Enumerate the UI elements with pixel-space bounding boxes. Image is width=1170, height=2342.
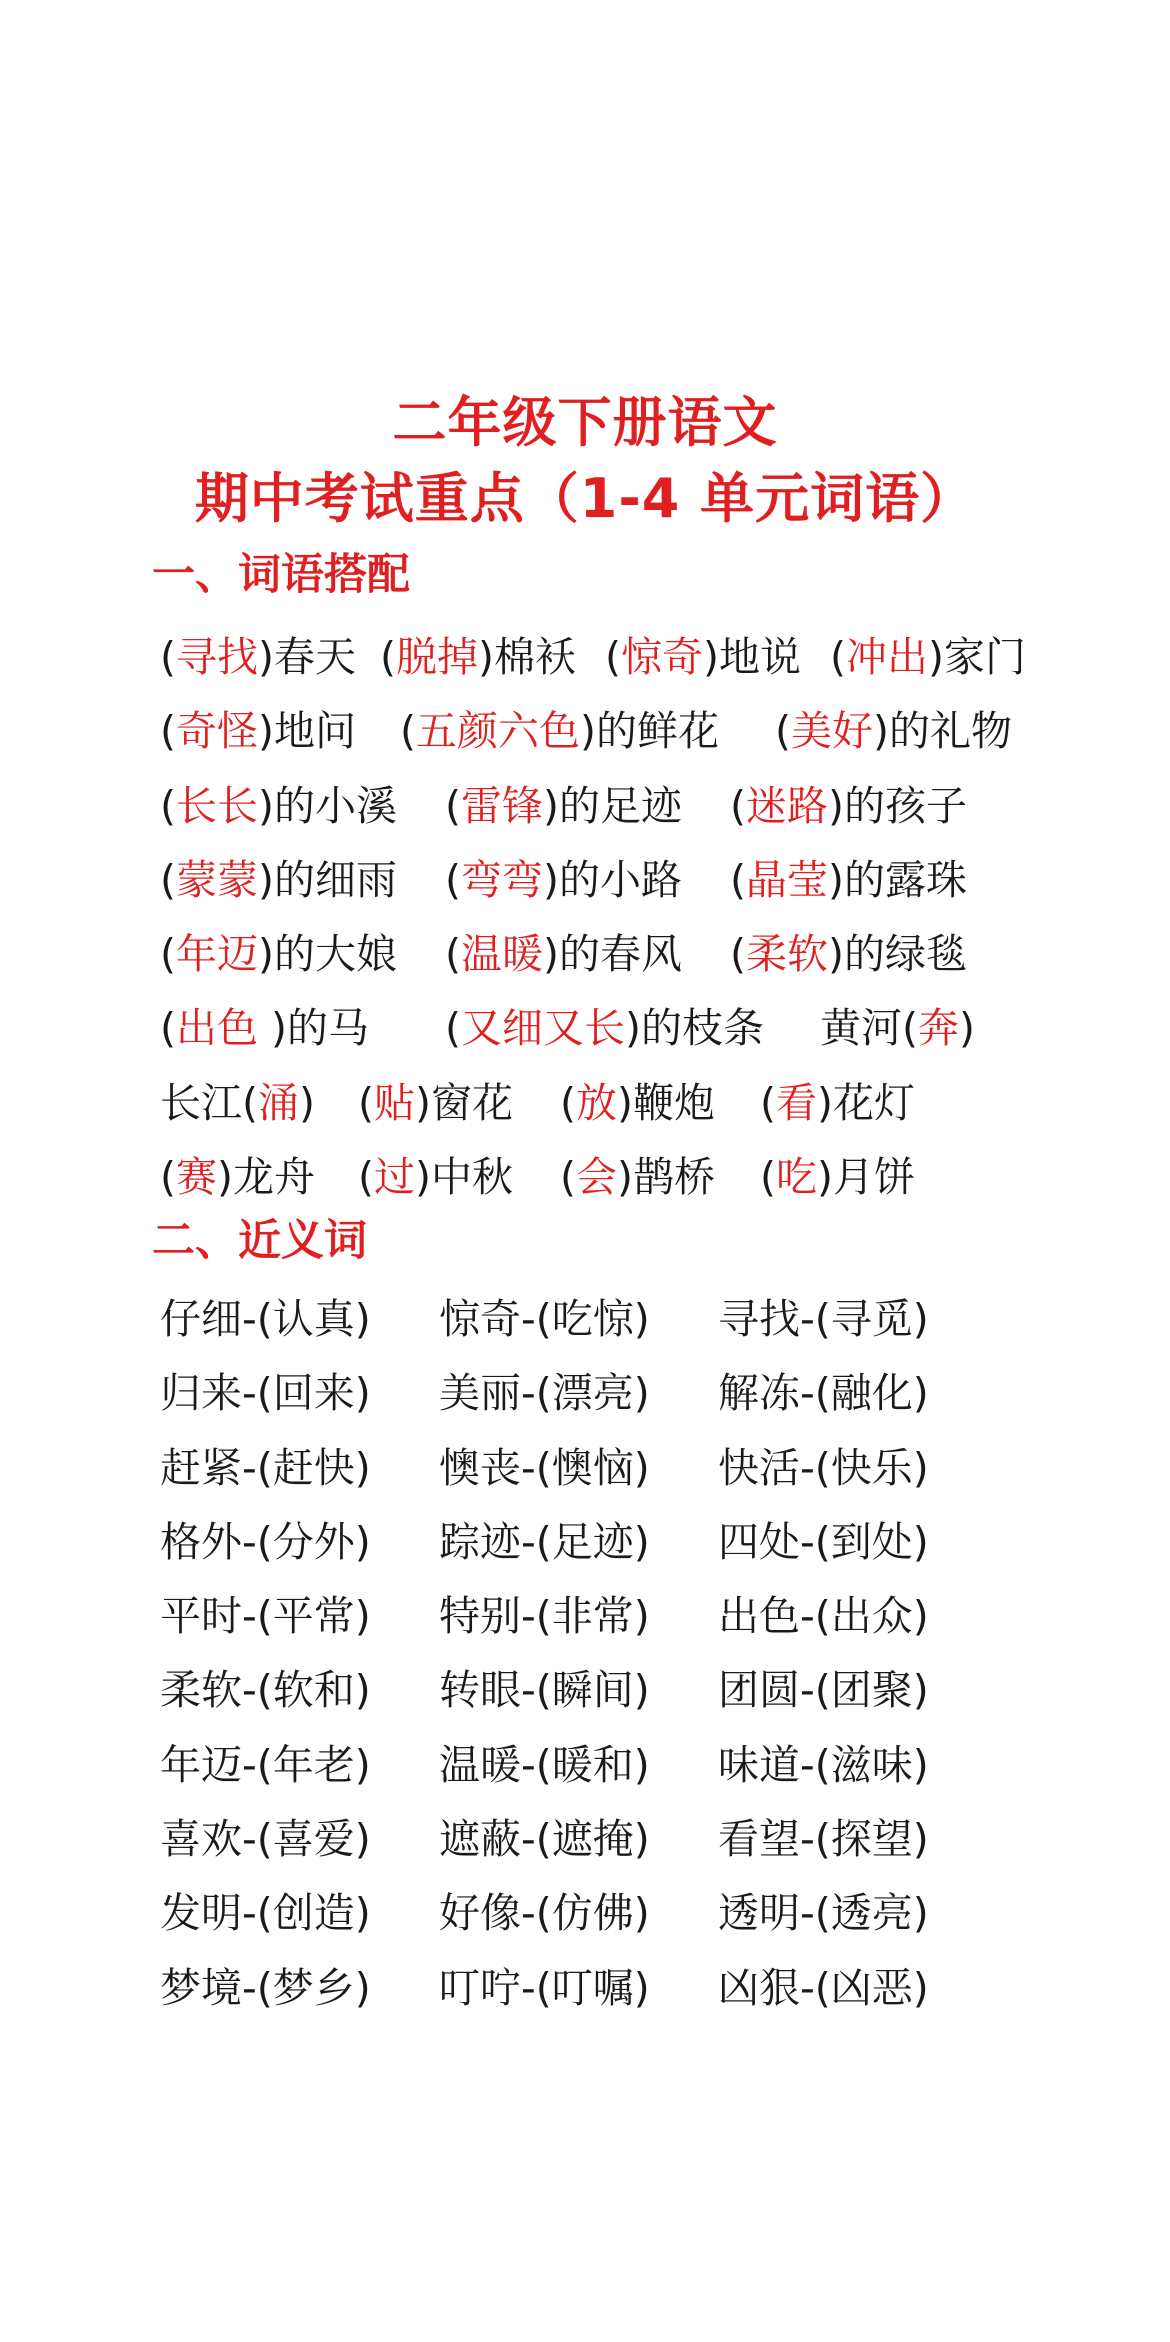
synonym-pair: 团圆-(团聚) <box>718 1666 929 1715</box>
collocation-prefix: 长江 <box>160 1078 242 1127</box>
collocation-suffix: 的绿毯 <box>844 930 967 979</box>
close-paren: ) <box>258 633 274 681</box>
collocation-item <box>560 1140 715 1214</box>
collocation-row <box>160 1066 1060 1140</box>
synonym-pair: 四处-(到处) <box>718 1517 929 1566</box>
synonym-pair: 格外-(分外) <box>160 1517 371 1566</box>
collocation-answer: 又细又长 <box>461 1004 625 1053</box>
collocation-suffix: 春天 <box>274 633 356 681</box>
collocation-suffix: 家门 <box>944 633 1026 681</box>
collocation-suffix: 的露珠 <box>844 855 967 904</box>
collocation-answer: 长长 <box>176 781 258 830</box>
open-paren: ( <box>358 1153 374 1202</box>
collocation-answer: 柔软 <box>746 930 828 979</box>
collocation-item <box>730 917 967 991</box>
close-paren: ) <box>959 1004 975 1053</box>
collocation-answer: 脱掉 <box>396 633 478 681</box>
collocation-answer: 过 <box>374 1153 415 1202</box>
collocation-item <box>160 843 397 917</box>
synonym-pair: 转眼-(瞬间) <box>439 1666 650 1715</box>
close-paren: ) <box>299 1078 315 1127</box>
collocation-item <box>160 1066 315 1140</box>
collocation-answer: 寻找 <box>176 633 258 681</box>
collocation-suffix: 中秋 <box>431 1153 513 1202</box>
close-paren: ) <box>580 707 596 756</box>
collocation-prefix: 黄河 <box>820 1004 902 1053</box>
collocation-item <box>380 620 576 694</box>
collocation-answer: 弯弯 <box>461 855 543 904</box>
synonym-pair: 温暖-(暖和) <box>439 1740 650 1789</box>
collocation-item <box>445 991 764 1065</box>
synonym-pair: 出色-(出众) <box>718 1592 929 1641</box>
synonym-pair: 发明-(创造) <box>160 1889 371 1938</box>
open-paren: ( <box>160 707 176 756</box>
collocation-answer: 年迈 <box>176 930 258 979</box>
close-paren: ) <box>258 855 274 904</box>
synonym-row <box>160 1579 1060 1653</box>
collocation-item <box>445 917 682 991</box>
collocation-answer: 迷路 <box>746 781 828 830</box>
close-paren: ) <box>258 930 274 979</box>
collocation-suffix: 鹊桥 <box>633 1153 715 1202</box>
synonym-pair: 寻找-(寻觅) <box>718 1295 929 1343</box>
collocation-item <box>445 843 682 917</box>
collocation-suffix: 的足迹 <box>559 781 682 830</box>
synonym-row <box>160 1653 1060 1727</box>
close-paren: ) <box>543 781 559 830</box>
collocation-row <box>160 1140 1060 1214</box>
collocation-item <box>160 917 397 991</box>
close-paren: ) <box>828 781 844 830</box>
collocation-suffix: 的孩子 <box>844 781 967 830</box>
collocation-item <box>730 843 967 917</box>
collocation-item <box>560 1066 715 1140</box>
collocation-answer: 奇怪 <box>176 707 258 756</box>
collocation-suffix: 月饼 <box>833 1153 915 1202</box>
collocation-suffix: 棉袄 <box>494 633 576 681</box>
open-paren: ( <box>160 781 176 830</box>
collocation-suffix: 的马 <box>287 1004 370 1053</box>
close-paren: ) <box>703 633 719 681</box>
close-paren: ) <box>928 633 944 681</box>
close-paren: ) <box>271 1004 288 1053</box>
synonym-pair: 快活-(快乐) <box>718 1443 929 1492</box>
synonym-pair: 赶紧-(赶快) <box>160 1443 371 1492</box>
close-paren: ) <box>828 855 844 904</box>
collocation-row <box>160 620 1060 694</box>
synonym-pair: 柔软-(软和) <box>160 1666 371 1715</box>
close-paren: ) <box>258 707 274 756</box>
synonym-pair: 遮蔽-(遮掩) <box>439 1815 650 1864</box>
collocation-item <box>830 620 1026 694</box>
open-paren: ( <box>160 1004 176 1053</box>
open-paren: ( <box>760 1153 776 1202</box>
open-paren: ( <box>445 855 461 904</box>
synonym-list <box>160 1282 1060 2025</box>
collocation-item <box>160 620 356 694</box>
collocation-answer: 奔 <box>918 1004 959 1053</box>
open-paren: ( <box>560 1153 576 1202</box>
open-paren: ( <box>760 1078 776 1127</box>
synonym-pair: 透明-(透亮) <box>718 1889 929 1938</box>
synonym-pair: 懊丧-(懊恼) <box>439 1443 650 1492</box>
open-paren: ( <box>902 1004 918 1053</box>
synonym-pair: 解冻-(融化) <box>718 1369 929 1418</box>
collocation-answer: 美好 <box>791 707 873 756</box>
close-paren: ) <box>415 1153 431 1202</box>
close-paren: ) <box>873 707 889 756</box>
synonym-pair: 踪迹-(足迹) <box>439 1517 650 1566</box>
open-paren: ( <box>400 707 416 756</box>
open-paren: ( <box>560 1078 576 1127</box>
collocation-answer: 看 <box>776 1078 817 1127</box>
open-paren: ( <box>160 1153 176 1202</box>
close-paren: ) <box>617 1078 633 1127</box>
open-paren: ( <box>830 633 846 681</box>
synonym-pair: 归来-(回来) <box>160 1369 371 1418</box>
open-paren: ( <box>160 633 176 681</box>
open-paren: ( <box>380 633 396 681</box>
synonym-row <box>160 1876 1060 1950</box>
collocation-item <box>160 769 397 843</box>
open-paren: ( <box>730 855 746 904</box>
collocation-item <box>160 991 369 1065</box>
collocation-item <box>760 1066 915 1140</box>
open-paren: ( <box>605 633 621 681</box>
collocation-suffix: 的礼物 <box>889 707 1012 756</box>
synonym-pair: 凶狠-(凶恶) <box>718 1963 929 2012</box>
collocation-answer: 赛 <box>176 1153 217 1202</box>
collocation-suffix: 的枝条 <box>641 1004 764 1053</box>
synonym-row <box>160 1431 1060 1505</box>
collocation-item <box>605 620 801 694</box>
section-heading-collocation: 一、词语搭配 <box>152 550 410 600</box>
synonym-pair: 梦境-(梦乡) <box>160 1963 371 2012</box>
synonym-pair: 叮咛-(叮嘱) <box>439 1963 650 2012</box>
collocation-answer: 惊奇 <box>621 633 703 681</box>
synonym-pair: 年迈-(年老) <box>160 1740 371 1789</box>
collocation-suffix: 龙舟 <box>233 1153 315 1202</box>
collocation-row <box>160 917 1060 991</box>
collocation-row <box>160 769 1060 843</box>
open-paren: ( <box>445 781 461 830</box>
synonym-pair: 美丽-(漂亮) <box>439 1369 650 1418</box>
collocation-suffix: 地问 <box>274 707 356 756</box>
close-paren: ) <box>617 1153 633 1202</box>
close-paren: ) <box>817 1078 833 1127</box>
collocation-item <box>760 1140 915 1214</box>
collocation-list <box>160 620 1060 1214</box>
synonym-row <box>160 1505 1060 1579</box>
synonym-row <box>160 1356 1060 1430</box>
open-paren: ( <box>775 707 791 756</box>
open-paren: ( <box>730 930 746 979</box>
collocation-answer: 五颜六色 <box>416 707 580 756</box>
collocation-suffix: 地说 <box>719 633 801 681</box>
page-title: 二年级下册语文 <box>392 391 778 454</box>
synonym-pair: 惊奇-(吃惊) <box>439 1295 650 1343</box>
collocation-item <box>730 769 967 843</box>
collocation-suffix: 窗花 <box>431 1078 513 1127</box>
section-heading-synonyms: 二、近义词 <box>152 1216 367 1266</box>
page-subtitle: 期中考试重点（1-4 单元词语） <box>194 467 976 530</box>
open-paren: ( <box>160 930 176 979</box>
synonym-pair: 仔细-(认真) <box>160 1295 371 1343</box>
collocation-suffix: 鞭炮 <box>633 1078 715 1127</box>
collocation-item <box>820 991 975 1065</box>
synonym-pair: 特别-(非常) <box>439 1592 650 1641</box>
collocation-suffix: 花灯 <box>833 1078 915 1127</box>
close-paren: ) <box>258 781 274 830</box>
open-paren: ( <box>358 1078 374 1127</box>
collocation-answer: 雷锋 <box>461 781 543 830</box>
open-paren: ( <box>160 855 176 904</box>
collocation-item <box>775 694 1012 768</box>
collocation-item <box>160 694 356 768</box>
collocation-item <box>358 1140 513 1214</box>
collocation-item <box>160 1140 315 1214</box>
close-paren: ) <box>543 855 559 904</box>
collocation-answer: 贴 <box>374 1078 415 1127</box>
collocation-row <box>160 694 1060 768</box>
collocation-answer: 放 <box>576 1078 617 1127</box>
open-paren: ( <box>445 930 461 979</box>
collocation-answer: 出色 <box>176 1004 272 1053</box>
collocation-suffix: 的小路 <box>559 855 682 904</box>
close-paren: ) <box>817 1153 833 1202</box>
collocation-answer: 会 <box>576 1153 617 1202</box>
collocation-answer: 温暖 <box>461 930 543 979</box>
collocation-suffix: 的春风 <box>559 930 682 979</box>
synonym-row <box>160 1728 1060 1802</box>
collocation-row <box>160 843 1060 917</box>
collocation-answer: 涌 <box>258 1078 299 1127</box>
close-paren: ) <box>828 930 844 979</box>
synonym-row <box>160 1951 1060 2025</box>
open-paren: ( <box>242 1078 258 1127</box>
collocation-answer: 冲出 <box>846 633 928 681</box>
collocation-answer: 吃 <box>776 1153 817 1202</box>
close-paren: ) <box>543 930 559 979</box>
collocation-item <box>358 1066 513 1140</box>
collocation-suffix: 的大娘 <box>274 930 397 979</box>
open-paren: ( <box>730 781 746 830</box>
close-paren: ) <box>478 633 494 681</box>
collocation-suffix: 的细雨 <box>274 855 397 904</box>
collocation-suffix: 的鲜花 <box>596 707 719 756</box>
synonym-pair: 味道-(滋味) <box>718 1740 929 1789</box>
close-paren: ) <box>625 1004 641 1053</box>
collocation-suffix: 的小溪 <box>274 781 397 830</box>
synonym-pair: 好像-(仿佛) <box>439 1889 650 1938</box>
synonym-row <box>160 1282 1060 1356</box>
collocation-item <box>400 694 719 768</box>
collocation-row <box>160 991 1060 1065</box>
open-paren: ( <box>445 1004 461 1053</box>
synonym-pair: 喜欢-(喜爱) <box>160 1815 371 1864</box>
collocation-answer: 晶莹 <box>746 855 828 904</box>
close-paren: ) <box>217 1153 233 1202</box>
collocation-answer: 蒙蒙 <box>176 855 258 904</box>
close-paren: ) <box>415 1078 431 1127</box>
synonym-row <box>160 1802 1060 1876</box>
synonym-pair: 看望-(探望) <box>718 1815 929 1864</box>
collocation-item <box>445 769 682 843</box>
synonym-pair: 平时-(平常) <box>160 1592 371 1641</box>
